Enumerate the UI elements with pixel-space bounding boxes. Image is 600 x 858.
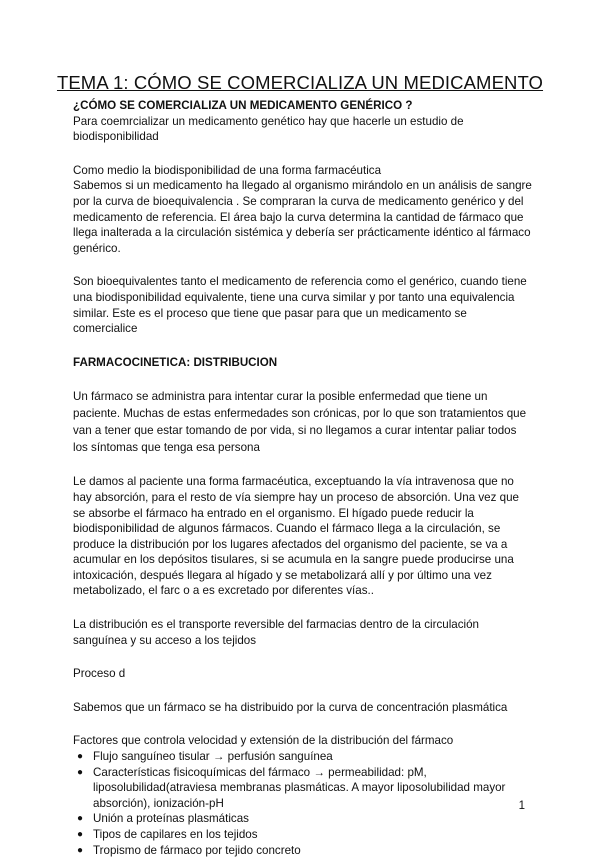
section-heading-farmacocinetica: FARMACOCINETICA: DISTRIBUCION — [73, 355, 278, 369]
paragraph-proceso: Proceso d — [73, 667, 126, 681]
paragraph-bioequivalencia: Sabemos si un medicamento ha llegado al organismo mirándolo en un análisis de sangre por la curva de bioequivalencia . Se compraran la curva de medicamento genérico y del medicamento de referencia. El área bajo la curva determina la cantidad de fármaco que llega inalterada a la circulación sistémica y debería ser prácticamente idéntico al fármaco genérico. — [73, 179, 532, 255]
bullet-icon: ● — [77, 813, 84, 825]
factors-list — [73, 749, 533, 858]
document-body — [73, 98, 533, 858]
paragraph-intro: Para coemrcializar un medicamento genético hay que hacerle un estudio de biodisponibilidad — [73, 114, 464, 144]
list-item: ● Características fisicoquímicas del fármaco → permeabilidad: pM, liposolubilidad(atraviesa membranas plasmáticas. A mayor liposolubilidad mayor absorción), ionización-pH — [77, 765, 506, 810]
paragraph-distribucion: La distribución es el transporte reversible del farmacias dentro de la circulación sanguínea y su acceso a los tejidos — [73, 618, 479, 647]
document-title: TEMA 1: CÓMO SE COMERCIALIZA UN MEDICAMENTO — [56, 72, 544, 93]
paragraph-absorcion: Le damos al paciente una forma farmacéutica, exceptuando la vía intravenosa que no hay absorción, para el resto de vía siempre hay un proceso de absorción. Una vez que se absorbe el fármaco ha entrado en el organismo. El hígado puede reducir la biodisponibilidad de algunos fármacos. Cuando el fármaco llega a la circulación, se produce la distribución por los lugares afectados del organismo del paciente, se va a acumular en los depósitos tisulares, si se acumula en la sangre puede producirse una intoxicación, después llegara al hígado y se metabolizará allí y por último una vez metabolizado, el farc o a es excretado por diferentes vías.. — [73, 475, 519, 598]
bullet-icon: ● — [77, 829, 84, 840]
section-heading-generic: ¿CÓMO SE COMERCIALIZA UN MEDICAMENTO GENÉRICO ? — [73, 99, 413, 112]
bullet-icon: ● — [77, 844, 84, 856]
list-item: ● Unión a proteínas plasmáticas — [77, 812, 249, 826]
list-item: ● Tropismo de fármaco por tejido concreto — [77, 843, 301, 857]
bullet-icon: ● — [77, 766, 84, 778]
paragraph-factores: Factores que controla velocidad y extensión de la distribución del fármaco — [73, 734, 454, 748]
paragraph-biodisponibilidad-heading: Como medio la biodisponibilidad de una forma farmacéutica — [73, 163, 382, 177]
paragraph-curva: Sabemos que un fármaco se ha distribuido por la curva de concentración plasmática — [73, 700, 508, 714]
page-number: 1 — [518, 800, 525, 812]
list-item: ● Flujo sanguíneo tisular → perfusión sanguínea — [77, 750, 333, 764]
paragraph-administracion: Un fármaco se administra para intentar curar la posible enfermedad que tiene un paciente. Muchas de estas enfermedades son crónicas, por lo que son tratamientos que van a tener que estar tomando de por vida, si no llegamos a curar intentar paliar todos los síntomas que tenga esa persona — [73, 390, 527, 455]
bullet-icon: ● — [77, 751, 84, 763]
paragraph-bioequivalentes: Son bioequivalentes tanto el medicamento de referencia como el genérico, cuando tiene una biodisponibilidad equivalente, tiene una curva similar y por tanto una equivalencia similar. Este es el proceso que tiene que pasar para que un medicamento se comercialice — [73, 275, 527, 336]
list-item: ● Tipos de capilares en los tejidos — [77, 828, 258, 841]
